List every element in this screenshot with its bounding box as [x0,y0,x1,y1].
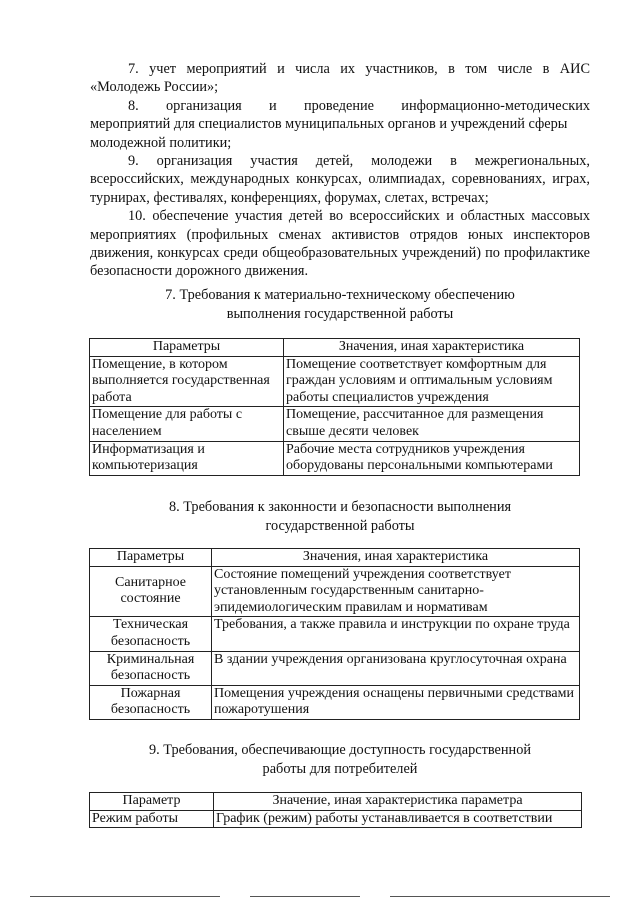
scan-edge-line [0,896,640,898]
table-cell-value: График (режим) работы устанавливается в соответствии [214,810,582,828]
table-cell-parameter: Помещение для работы с населением [90,407,284,441]
list-item-7-rest: «Молодежь России»; [90,79,219,96]
section-9-title-line2: работы для потребителей [262,761,418,777]
list-item-10-line1: 10. обеспечение участия детей во всероссийских и областных массовых [128,208,590,225]
list-item-8-rest: мероприятий для специалистов муниципальных органов и учреждений сферы молодежной политики; [90,116,568,151]
section-9-title-line1: 9. Требования, обеспечивающие доступность государственной [149,742,531,758]
table-cell-value: Рабочие места сотрудников учреждения оборудованы персональными компьютерами [284,441,580,475]
column-header: Значения, иная характеристика [284,339,580,357]
table-cell-parameter: Режим работы [90,810,214,828]
table-cell-parameter: Информатизация и компьютеризация [90,441,284,475]
section-8-title-line2: государственной работы [265,518,415,534]
table-row [90,356,580,407]
table-row [90,685,580,719]
table-cell-value: Состояние помещений учреждения соответствует установленным государственным санитарно-эпидемиологическим правилам и нормативам [212,566,580,617]
table-row [90,810,582,828]
table-cell-parameter: Техническая безопасность [90,617,212,651]
list-item-10-rest: мероприятиях (профильных сменах активистов отрядов юных инспекторов движения, конкурсах среди общеобразовательных учреждений) по профилактике безопасности дорожного движения. [90,226,590,280]
table-cell-value: Помещения учреждения оснащены первичными средствами пожаротушения [212,685,580,719]
table-row [90,651,580,685]
table-row [90,566,580,617]
table-header-row [90,793,582,811]
column-header: Значения, иная характеристика [212,549,580,567]
section-7-table [89,338,580,476]
list-item-9-rest: всероссийских, международных конкурсах, олимпиадах, соревнованиях, играх, турнирах, фестивалях, конференциях, форумах, слетах, встречах; [90,171,590,206]
section-7-title [90,286,590,324]
table-cell-value: В здании учреждения организована круглосуточная охрана [212,651,580,685]
section-9-table [89,792,582,828]
list-item-9-line1: 9. организация участия детей, молодежи в межрегиональных, [128,153,590,170]
table-cell-value: Помещение, рассчитанное для размещения свыше десяти человек [284,407,580,441]
column-header: Параметры [90,339,284,357]
table-cell-value: Помещение соответствует комфортным для граждан условиям и оптимальным условиям работы специалистов учреждения [284,356,580,407]
table-row [90,617,580,651]
table-cell-parameter: Пожарная безопасность [90,685,212,719]
table-cell-parameter: Криминальная безопасность [90,651,212,685]
list-block [90,60,590,281]
section-7-title-line1: 7. Требования к материально-техническому обеспечению [165,287,515,303]
column-header: Параметры [90,549,212,567]
table-header-row [90,549,580,567]
table-cell-parameter: Санитарное состояние [90,566,212,617]
table-row [90,441,580,475]
table-row [90,407,580,441]
column-header: Параметр [90,793,214,811]
section-7-title-line2: выполнения государственной работы [226,306,454,322]
section-8-title-line1: 8. Требования к законности и безопасности выполнения [168,499,512,515]
table-header-row [90,339,580,357]
section-9-title [90,741,590,779]
column-header: Значение, иная характеристика параметра [214,793,582,811]
section-8-table [89,548,580,720]
section-8-title [90,498,590,536]
table-cell-value: Требования, а также правила и инструкции по охране труда [212,617,580,651]
list-item-8-line1: 8. организация и проведение информационно-методических [128,97,590,114]
list-item-7-line1: 7. учет мероприятий и числа их участников, в том числе в АИС [128,61,590,77]
table-cell-parameter: Помещение, в котором выполняется государственная работа [90,356,284,407]
